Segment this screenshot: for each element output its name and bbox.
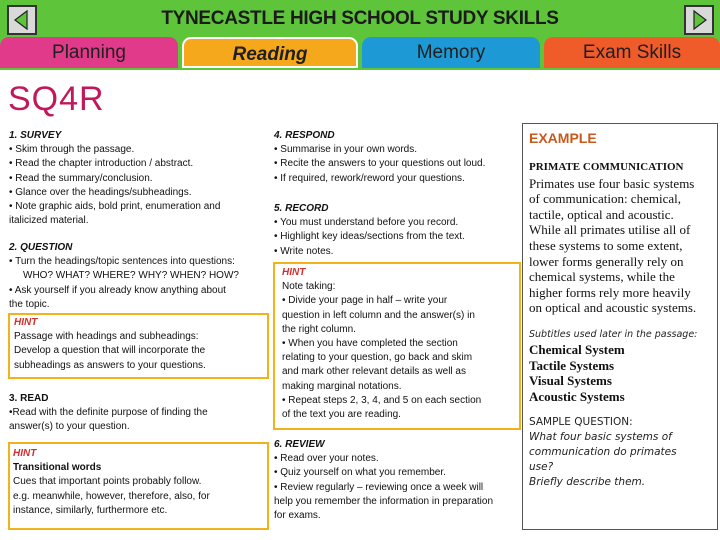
subtitle-item: Visual Systems [529,373,612,389]
subtitle-item: Chemical System [529,341,625,357]
passage-line: of communication: chemical, [529,191,681,207]
respond-section [274,129,520,186]
sample-question-line: Briefly describe them. [529,476,646,489]
question-section [9,241,269,312]
survey-line: • Glance over the headings/subheadings. [9,186,192,198]
question-line: WHO? WHAT? WHERE? WHY? WHEN? HOW? [23,270,239,282]
review-line: help you remember the information in preparation [274,495,494,507]
hint-label: HINT [14,317,38,328]
record-heading: 5. RECORD [274,203,329,214]
review-heading: 6. REVIEW [274,439,325,450]
passage-line: on optical and acoustic systems. [529,300,697,316]
question-heading: 2. QUESTION [9,242,73,253]
sample-question-line: What four basic systems of [529,431,672,444]
survey-heading: 1. SURVEY [9,130,62,141]
respond-line: • If required, rework/reword your questions. [274,172,465,184]
record-line: • Highlight key ideas/sections from the text. [274,231,465,243]
tab-planning[interactable]: Planning [0,37,178,68]
read-line: answer(s) to your question. [9,421,130,433]
hint-line: and mark other relevant details as well as [282,366,466,378]
hint-line: question in left column and the answer(s) in [282,309,475,321]
hint-label: HINT [13,448,37,459]
sample-question-line: use? [529,461,554,474]
hint-line: instance, similarly, furthermore etc. [13,504,168,516]
example-panel [522,123,718,530]
record-line: • Write notes. [274,245,334,257]
passage-line: these systems to some extent, [529,237,683,253]
record-line: • You must understand before you record. [274,217,459,229]
survey-line: italicized material. [9,215,89,227]
sample-question-line: communication do primates [529,446,677,459]
survey-line: • Read the summary/conclusion. [9,172,153,184]
hint-line: making marginal notations. [282,380,402,392]
hint-line: Cues that important points probably follow. [13,476,202,488]
hint-label: HINT [282,267,306,278]
subtitles-label: Subtitles used later in the passage: [529,328,698,340]
hint-headings [14,316,264,373]
respond-line: • Summarise in your own words. [274,144,417,156]
tab-exam-skills[interactable]: Exam Skills [544,37,720,68]
site-title: TYNECASTLE HIGH SCHOOL STUDY SKILLS [161,8,559,29]
passage-line: While all primates utilise all of [529,222,691,238]
hint-transitions [13,447,267,518]
hint-line: subheadings as answers to your questions. [14,359,206,371]
passage-line: tactile, optical and acoustic. [529,206,674,222]
respond-heading: 4. RESPOND [274,130,335,141]
review-line: for exams. [274,510,321,522]
passage-heading: PRIMATE COMMUNICATION [529,161,684,173]
read-section [9,392,269,435]
review-line: • Review regularly – reviewing once a week will [274,481,484,493]
survey-line: • Read the chapter introduction / abstract. [9,158,194,170]
hint-line: Develop a question that will incorporate the [14,345,206,357]
subtitle-item: Acoustic Systems [529,388,625,404]
record-section [274,202,520,259]
hint-title: Transitional words [13,462,102,474]
passage-line: lower forms generally rely on [529,253,684,269]
read-line: •Read with the definite purpose of finding the [9,407,208,419]
survey-line: • Skim through the passage. [9,144,135,156]
passage-line: chemical systems, while the [529,269,675,285]
hint-line: of the text you are reading. [282,409,401,421]
read-heading: 3. READ [9,393,49,404]
tab-memory[interactable]: Memory [362,37,540,68]
respond-line: • Recite the answers to your questions out loud. [274,158,486,170]
question-line: • Turn the headings/topic sentences into questions: [9,256,235,268]
survey-line: • Note graphic aids, bold print, enumeration and [9,201,221,213]
review-line: • Read over your notes. [274,453,379,465]
page-title: SQ4R [8,80,105,118]
hint-line: the right column. [282,323,356,335]
passage-line: higher forms rely more heavily [529,284,691,300]
review-section [274,438,520,523]
tab-reading[interactable]: Reading [182,37,358,68]
sample-question-label: SAMPLE QUESTION: [529,416,633,429]
hint-line: • Divide your page in half – write your [282,295,448,307]
hint-line: relating to your question, go back and skim [282,352,473,364]
subtitle-item: Tactile Systems [529,357,615,373]
hint-line: e.g. meanwhile, however, therefore, also, for [13,490,210,502]
question-line: the topic. [9,298,50,310]
survey-section [9,129,269,228]
passage-line: Primates use four basic systems [529,175,695,191]
hint-note-taking [282,266,518,422]
review-line: • Quiz yourself on what you remember. [274,467,446,479]
question-line: • Ask yourself if you already know anything about [9,284,226,296]
hint-line: • When you have completed the section [282,338,458,350]
hint-title: Note taking: [282,281,336,293]
example-title: EXAMPLE [529,130,597,146]
hint-line: • Repeat steps 2, 3, 4, and 5 on each section [282,394,482,406]
hint-title: Passage with headings and subheadings: [14,331,199,343]
